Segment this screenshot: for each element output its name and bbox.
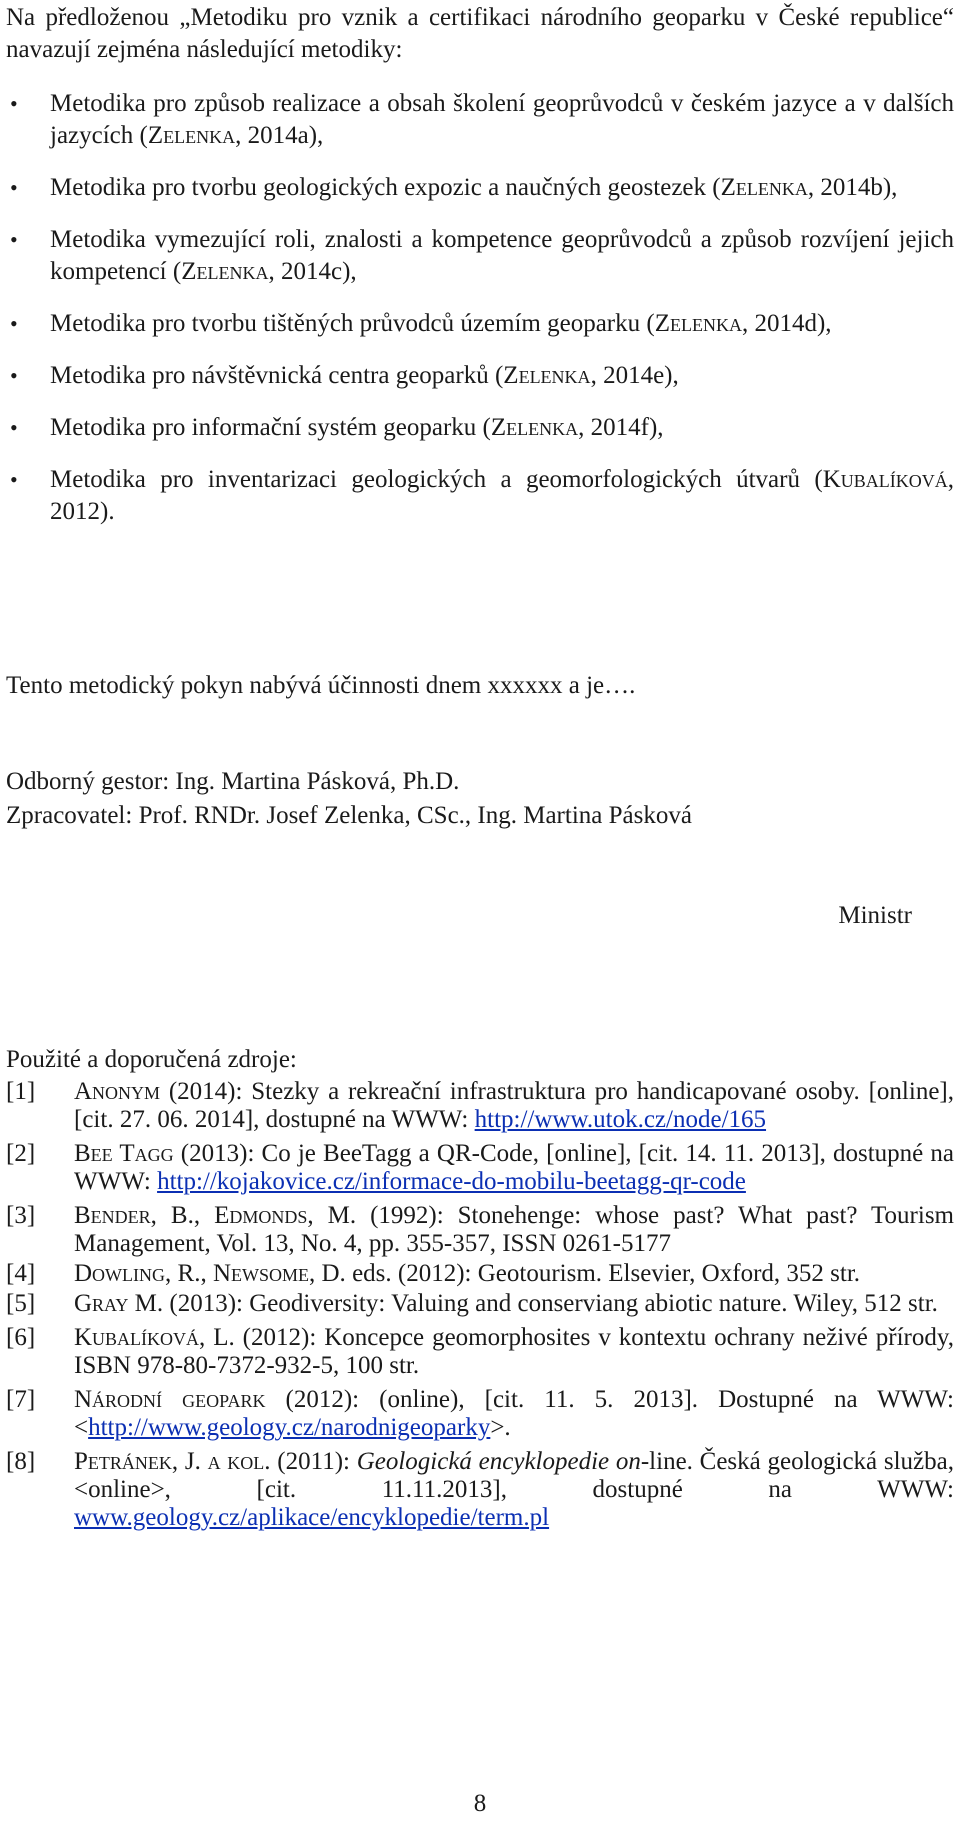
reference-author: Petránek, J. a kol.: [74, 1448, 271, 1475]
bullet-icon: •: [10, 227, 18, 252]
reference-author: Bender, B., Edmonds, M.: [74, 1202, 357, 1229]
reference-italic-title: Geologická encyklopedie on: [356, 1448, 641, 1475]
reference-item: [1] Anonym (2014): Stezky a rekreační infrastruktura pro handicapované osoby. [online], [cit. 27. 06. 2014], dostupné na WWW: http://www.utok.cz/node/165: [6, 1078, 954, 1133]
list-item: • Metodika pro způsob realizace a obsah školení geoprůvodců v českém jazyce a v dalších jazycích (Zelenka, 2014a),: [10, 90, 954, 149]
reference-item: [2] Bee Tagg (2013): Co je BeeTagg a QR-Code, [online], [cit. 14. 11. 2013], dostupné na WWW: http://kojakovice.cz/informace-do-mobilu-beetagg-qr-code: [6, 1140, 954, 1195]
reference-number: [6]: [6, 1324, 36, 1351]
list-item: • Metodika pro návštěvnická centra geoparků (Zelenka, 2014e),: [6, 360, 954, 392]
reference-number: [5]: [6, 1290, 36, 1317]
reference-author: Dowling, R., Newsome, D.: [74, 1260, 346, 1287]
page-number: 8: [473, 1790, 487, 1817]
reference-author: Gray M.: [74, 1290, 164, 1317]
references-list: [6, 1078, 954, 1536]
reference-item: [8] Petránek, J. a kol. (2011): Geologická encyklopedie on-line. Česká geologická služba, <online>, [cit. 11.11.2013], dostupné na WWW: www.geology.cz/aplikace/encyklopedie/term.pl: [6, 1448, 955, 1531]
bullet-icon: •: [10, 175, 18, 200]
reference-number: [8]: [6, 1448, 36, 1475]
reference-item: [4] Dowling, R., Newsome, D. eds. (2012): Geotourism. Elsevier, Oxford, 352 str.: [6, 1260, 861, 1287]
list-item: • Metodika pro tvorbu geologických expozic a naučných geostezek (Zelenka, 2014b),: [6, 172, 954, 204]
list-item: • Metodika pro inventarizaci geologických a geomorfologických útvarů (Kubalíková, 2012).: [10, 466, 954, 525]
reference-number: [4]: [6, 1260, 36, 1287]
intro-paragraph: Na předloženou „Metodiku pro vznik a certifikaci národního geoparku v České republice“ navazují zejména následující metodiky:: [6, 4, 954, 63]
bullet-icon: •: [10, 91, 18, 116]
reference-number: [2]: [6, 1140, 36, 1167]
reference-item: [3] Bender, B., Edmonds, M. (1992): Stonehenge: whose past? What past? Tourism Management, Vol. 13, No. 4, pp. 355-357, ISSN 0261-5177: [6, 1202, 955, 1257]
reference-item: [5] Gray M. (2013): Geodiversity: Valuing and conserviang abiotic nature. Wiley, 512 str.: [6, 1290, 938, 1317]
reference-link[interactable]: http://www.utok.cz/node/165: [474, 1106, 767, 1133]
list-item: • Metodika pro informační systém geoparku (Zelenka, 2014f),: [6, 412, 954, 444]
reference-author: Anonym: [74, 1078, 161, 1105]
bullet-icon: •: [10, 363, 18, 388]
reference-number: [1]: [6, 1078, 36, 1105]
reference-author: Národní geopark: [74, 1386, 266, 1413]
minister-signature-label: Ministr: [838, 902, 912, 929]
list-item: • Metodika vymezující roli, znalosti a kompetence geoprůvodců a způsob rozvíjení jejich kompetencí (Zelenka, 2014c),: [10, 226, 954, 285]
reference-author: Bee Tagg: [74, 1140, 174, 1167]
list-item: • Metodika pro tvorbu tištěných průvodců územím geoparku (Zelenka, 2014d),: [6, 308, 954, 340]
reference-item: [6] Kubalíková, L. (2012): Koncepce geomorphosites v kontextu ochrany neživé přírody, ISBN 978-80-7372-932-5, 100 str.: [6, 1324, 954, 1379]
reference-author: Kubalíková, L.: [74, 1324, 235, 1351]
reference-link[interactable]: www.geology.cz/aplikace/encyklopedie/term.pl: [74, 1504, 550, 1531]
processor-line: Zpracovatel: Prof. RNDr. Josef Zelenka, CSc., Ing. Martina Pásková: [6, 802, 692, 829]
reference-number: [7]: [6, 1386, 36, 1413]
effective-date-statement: Tento metodický pokyn nabývá účinnosti dnem xxxxxx a je….: [6, 672, 636, 699]
guarantor-line: Odborný gestor: Ing. Martina Pásková, Ph.D.: [6, 768, 460, 795]
reference-item: [7] Národní geopark (2012): (online), [cit. 11. 5. 2013]. Dostupné na WWW: <http://www.geology.cz/narodnigeoparky>.: [6, 1386, 954, 1441]
reference-link[interactable]: http://kojakovice.cz/informace-do-mobilu-beetagg-qr-code: [157, 1168, 746, 1195]
bullet-icon: •: [10, 415, 18, 440]
methods-list: [6, 88, 954, 548]
sources-heading: Použité a doporučená zdroje:: [6, 1046, 297, 1073]
bullet-icon: •: [10, 467, 18, 492]
bullet-icon: •: [10, 311, 18, 336]
reference-link[interactable]: http://www.geology.cz/narodnigeoparky: [88, 1414, 491, 1441]
reference-number: [3]: [6, 1202, 36, 1229]
